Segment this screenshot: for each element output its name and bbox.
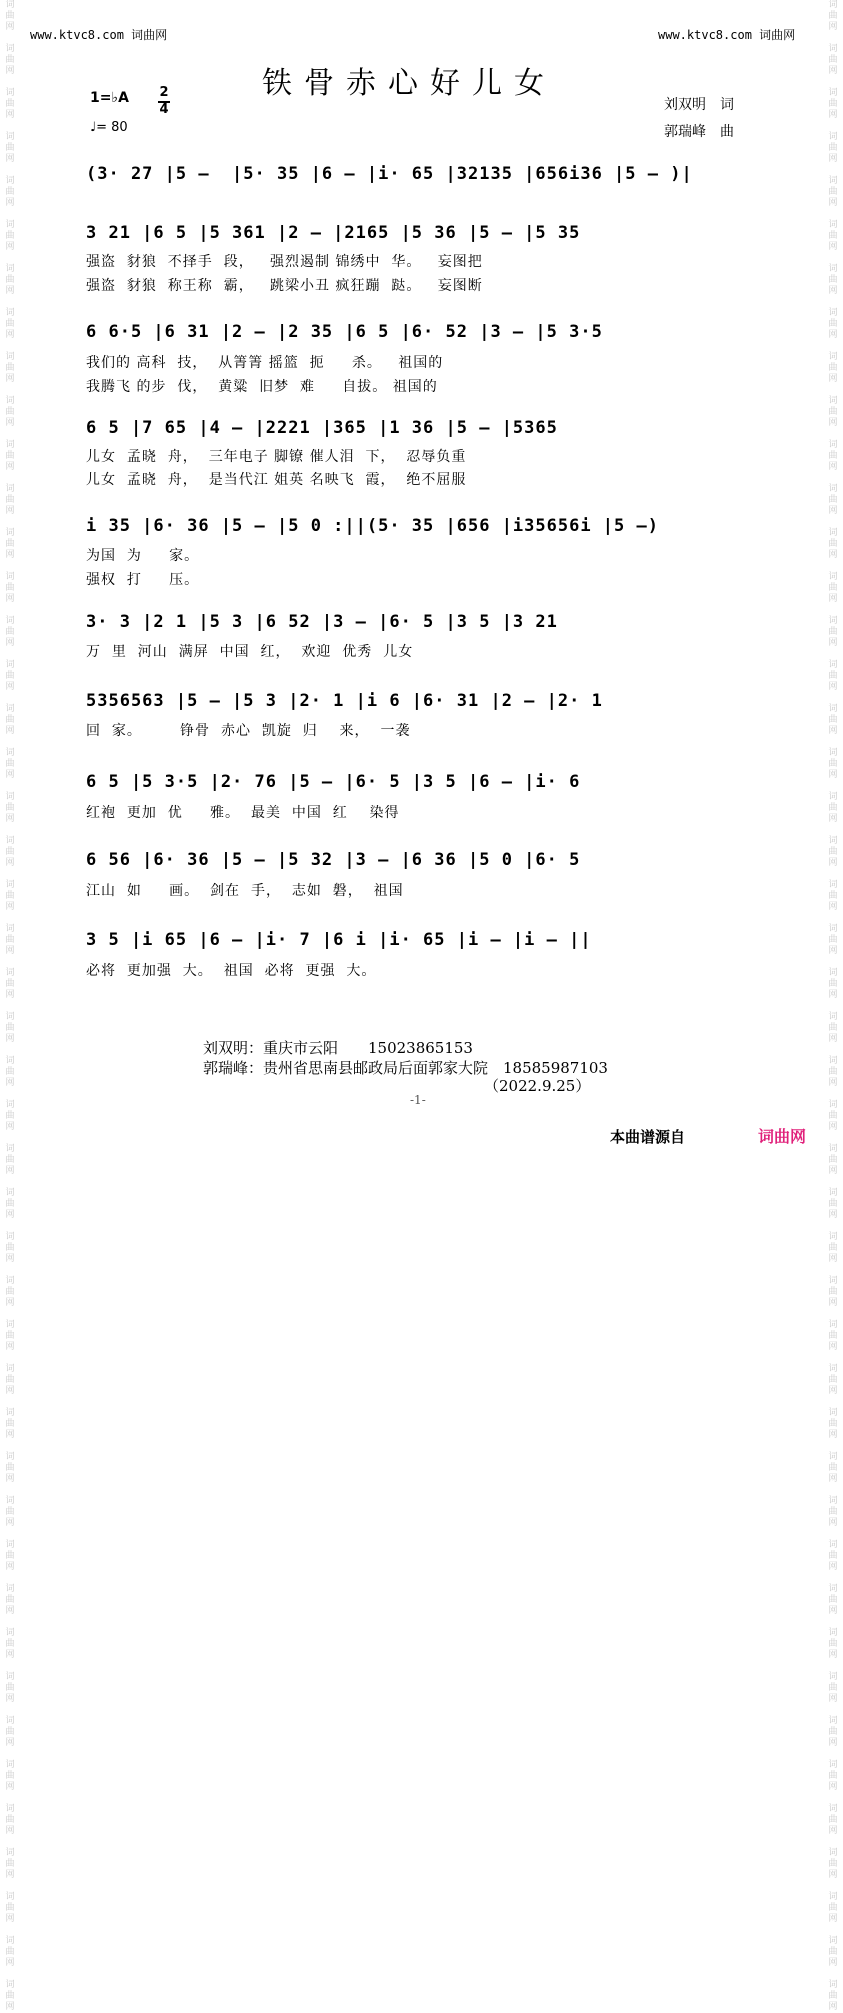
watermark-text: 词曲网 [828,1760,838,1792]
notes-line: 6 6·5 |6 31 |2 — |2 35 |6 5 |6· 52 |3 — |5 3·5 [86,322,603,342]
notes-line: 5356563 |5 — |5 3 |2· 1 |i 6 |6· 31 |2 — |2· 1 [86,691,603,711]
watermark-text: 词曲网 [5,1320,15,1352]
watermark-text: 词曲网 [5,0,15,32]
watermark-text: 词曲网 [5,1584,15,1616]
watermark-text: 词曲网 [5,616,15,648]
watermark-text: 词曲网 [828,1276,838,1308]
watermark-text: 词曲网 [828,132,838,164]
watermark-text: 词曲网 [5,1672,15,1704]
watermark-text: 词曲网 [828,1452,838,1484]
watermark-text: 词曲网 [5,308,15,340]
notes-line: 3 21 |6 5 |5 361 |2 — |2165 |5 36 |5 — |5 35 [86,223,581,243]
watermark-text: 词曲网 [828,1496,838,1528]
watermark-text: 词曲网 [828,1804,838,1836]
watermark-text: 词曲网 [828,880,838,912]
lyrics-verse-1: 万 里 河山 满屏 中国 红， 欢迎 优秀 儿女 [86,644,414,660]
site-watermark-right[interactable]: www.ktvc8.com 词曲网 [658,28,796,42]
song-title: 铁骨赤心好儿女 [262,66,556,101]
watermark-text: 词曲网 [5,1408,15,1440]
watermark-text: 词曲网 [5,1188,15,1220]
notes-line: 6 56 |6· 36 |5 — |5 32 |3 — |6 36 |5 0 |6· 5 [86,850,581,870]
watermark-text: 词曲网 [828,704,838,736]
notes-line: 6 5 |7 65 |4 — |2221 |365 |1 36 |5 — |5365 [86,418,558,438]
watermark-text: 词曲网 [828,792,838,824]
watermark-text: 词曲网 [828,1100,838,1132]
site-watermark-left[interactable]: www.ktvc8.com 词曲网 [30,28,168,42]
site-logo[interactable]: 词曲网 [758,1127,807,1146]
watermark-text: 词曲网 [828,1892,838,1924]
watermark-text: 词曲网 [828,1012,838,1044]
watermark-text: 词曲网 [5,132,15,164]
watermark-text: 词曲网 [828,264,838,296]
watermark-text: 词曲网 [5,1980,15,2012]
meter-bottom: 4 [159,102,169,117]
watermark-text: 词曲网 [828,1672,838,1704]
watermark-text: 词曲网 [828,836,838,868]
watermark-text: 词曲网 [828,1540,838,1572]
notes-line: 3· 3 |2 1 |5 3 |6 52 |3 — |6· 5 |3 5 |3 21 [86,612,558,632]
watermark-text: 词曲网 [828,748,838,780]
watermark-text: 词曲网 [5,704,15,736]
watermark-text: 词曲网 [5,352,15,384]
watermark-text: 词曲网 [5,1540,15,1572]
watermark-text: 词曲网 [828,1628,838,1660]
lyrics-verse-2: 儿女 孟晓 舟， 是当代江 姐英 名映飞 霞， 绝不屈服 [86,472,467,488]
contact-composer: 郭瑞峰：贵州省思南县邮政局后面郭家大院 18585987103 [203,1059,608,1077]
watermark-text: 词曲网 [5,1496,15,1528]
watermark-text: 词曲网 [828,616,838,648]
contact-lyricist: 刘双明：重庆市云阳 15023865153 [203,1039,473,1057]
lyrics-verse-1: 必将 更加强 大。 祖国 必将 更强 大。 [86,963,377,979]
watermark-text: 词曲网 [5,44,15,76]
lyrics-verse-1: 江山 如 画。 剑在 手， 志如 磐， 祖国 [86,883,404,899]
watermark-text: 词曲网 [828,88,838,120]
notes-line: (3· 27 |5 — |5· 35 |6 — |i· 65 |32135 |656i36 |5 — )| [86,164,693,184]
watermark-text: 词曲网 [828,1188,838,1220]
watermark-text: 词曲网 [828,1144,838,1176]
watermark-text: 词曲网 [828,1980,838,2012]
watermark-text: 词曲网 [828,440,838,472]
watermark-text: 词曲网 [5,836,15,868]
notes-line: i 35 |6· 36 |5 — |5 0 :||(5· 35 |656 |i35656i |5 —) [86,516,659,536]
watermark-text: 词曲网 [5,572,15,604]
watermark-text: 词曲网 [828,528,838,560]
watermark-text: 词曲网 [5,88,15,120]
watermark-text: 词曲网 [5,1232,15,1264]
source-label: 本曲谱源自 [610,1128,686,1146]
watermark-text: 词曲网 [5,660,15,692]
watermark-text: 词曲网 [828,1408,838,1440]
watermark-text: 词曲网 [828,176,838,208]
composer-credit: 郭瑞峰 曲 [664,124,734,140]
watermark-text: 词曲网 [828,44,838,76]
watermark-text: 词曲网 [828,1320,838,1352]
watermark-text: 词曲网 [828,1056,838,1088]
watermark-text: 词曲网 [828,220,838,252]
watermark-text: 词曲网 [5,176,15,208]
watermark-text: 词曲网 [5,1144,15,1176]
lyrics-verse-1: 为国 为 家。 [86,548,200,564]
watermark-text: 词曲网 [5,1276,15,1308]
watermark-text: 词曲网 [5,1760,15,1792]
watermark-text: 词曲网 [828,1716,838,1748]
tempo-mark: ♩= 80 [90,120,128,135]
watermark-text: 词曲网 [5,1452,15,1484]
watermark-text: 词曲网 [5,1804,15,1836]
watermark-text: 词曲网 [5,528,15,560]
watermark-text: 词曲网 [5,968,15,1000]
lyrics-verse-1: 我们的 高科 技， 从箐箐 摇篮 扼 杀。 祖国的 [86,355,444,371]
watermark-text: 词曲网 [5,1936,15,1968]
lyrics-verse-1: 儿女 孟晓 舟， 三年电子 脚镣 催人泪 下， 忍辱负重 [86,449,467,465]
watermark-text: 词曲网 [828,1232,838,1264]
notes-line: 6 5 |5 3·5 |2· 76 |5 — |6· 5 |3 5 |6 — |i· 6 [86,772,581,792]
watermark-text: 词曲网 [5,924,15,956]
watermark-text: 词曲网 [828,1936,838,1968]
watermark-text: 词曲网 [5,1100,15,1132]
lyrics-verse-1: 回 家。 铮骨 赤心 凯旋 归 来， 一袭 [86,723,411,739]
page-number: -1- [410,1093,426,1107]
watermark-text: 词曲网 [828,1584,838,1616]
time-signature [158,86,170,117]
watermark-text: 词曲网 [5,748,15,780]
watermark-text: 词曲网 [828,1848,838,1880]
watermark-text: 词曲网 [828,660,838,692]
watermark-text: 词曲网 [5,1628,15,1660]
watermark-text: 词曲网 [828,0,838,32]
watermark-text: 词曲网 [5,1012,15,1044]
watermark-text: 词曲网 [828,352,838,384]
watermark-text: 词曲网 [5,1364,15,1396]
watermark-text: 词曲网 [5,264,15,296]
watermark-text: 词曲网 [5,880,15,912]
lyrics-verse-1: 强盗 豺狼 不择手 段， 强烈遏制 锦绣中 华。 妄图把 [86,254,483,270]
watermark-text: 词曲网 [828,396,838,428]
right-watermark-strip [825,0,841,2012]
watermark-text: 词曲网 [5,396,15,428]
watermark-text: 词曲网 [5,484,15,516]
left-watermark-strip [2,0,18,2012]
date-stamp: （2022.9.25） [484,1077,591,1095]
watermark-text: 词曲网 [828,484,838,516]
lyrics-verse-2: 强权 打 压。 [86,572,200,588]
meter-top: 2 [159,85,169,100]
watermark-text: 词曲网 [5,1848,15,1880]
watermark-text: 词曲网 [828,572,838,604]
watermark-text: 词曲网 [5,1056,15,1088]
watermark-text: 词曲网 [5,220,15,252]
key-signature: 1=♭A [90,90,129,106]
watermark-text: 词曲网 [5,440,15,472]
lyricist-credit: 刘双明 词 [664,97,734,113]
watermark-text: 词曲网 [5,792,15,824]
watermark-text: 词曲网 [828,308,838,340]
lyrics-verse-2: 强盗 豺狼 称王称 霸， 跳梁小丑 疯狂蹦 跶。 妄图断 [86,278,483,294]
lyrics-verse-2: 我腾飞 的步 伐， 黄粱 旧梦 难 自拔。 祖国的 [86,379,438,395]
watermark-text: 词曲网 [828,1364,838,1396]
watermark-text: 词曲网 [828,924,838,956]
watermark-text: 词曲网 [5,1892,15,1924]
watermark-text: 词曲网 [5,1716,15,1748]
lyrics-verse-1: 红袍 更加 优 雅。 最美 中国 红 染得 [86,805,400,821]
watermark-text: 词曲网 [828,968,838,1000]
notes-line: 3 5 |i 65 |6 — |i· 7 |6 i |i· 65 |i — |i — || [86,930,592,950]
